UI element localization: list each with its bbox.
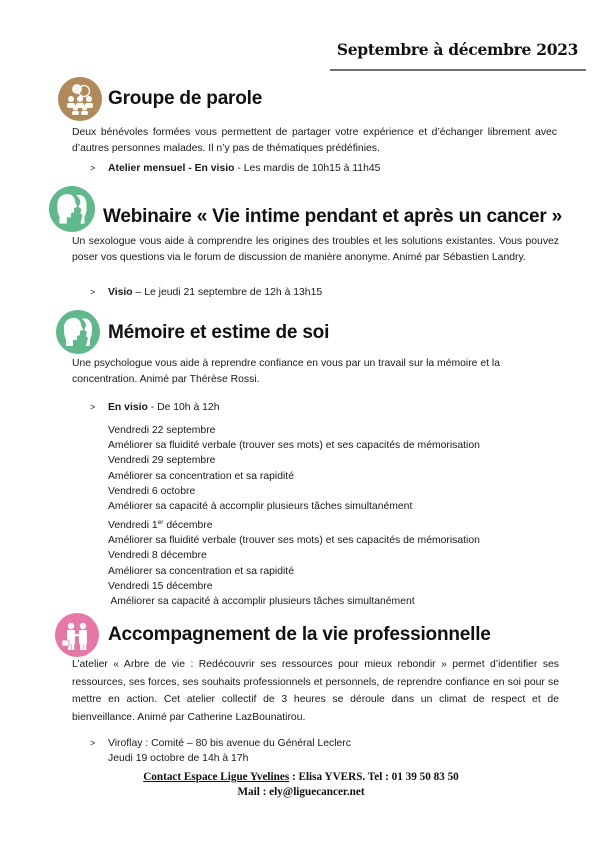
section-title-webinaire: Webinaire « Vie intime pendant et après un cancer » bbox=[103, 206, 562, 227]
contact-details: : Elisa YVERS. Tel : 01 39 50 83 50 bbox=[289, 771, 459, 783]
session-date-prefix: Vendredi 1 bbox=[108, 520, 158, 531]
section-description: Une psychologue vous aide à reprendre confiance en vous par un travail sur la mémoire et la concentration. Animé par Thérèse Rossi. bbox=[72, 358, 500, 385]
session-topic: Améliorer sa fluidité verbale (trouver ses mots) et ses capacités de mémorisation bbox=[108, 535, 480, 547]
bullet-marker: > bbox=[90, 402, 96, 412]
header-divider bbox=[330, 69, 586, 71]
contact-line bbox=[0, 771, 602, 783]
section-title-accompagnement: Accompagnement de la vie professionnelle bbox=[108, 624, 491, 645]
session-date: Vendredi 15 décembre bbox=[108, 580, 213, 592]
bullet-marker: > bbox=[90, 738, 96, 748]
section-description: L’atelier « Arbre de vie : Redécouvrir ses ressources pour mieux rebondir » permet d’identifier ses ressources, ses forces, ses souhaits professionnels et personnels, de reprendre confiance en soi pour se mettre en action. Cet atelier collectif de 3 heures se déroule dans un climat de respect et de bienveillance. Animé par Catherine LazBounatirou. bbox=[72, 659, 559, 723]
bullet-detail: - Les mardis de 10h15 à 11h45 bbox=[234, 163, 381, 174]
bullet-marker: > bbox=[90, 163, 96, 173]
bullet-bold-label: Visio bbox=[108, 287, 133, 298]
session-date bbox=[108, 518, 480, 533]
contact-label: Contact Espace Ligue Yvelines bbox=[143, 771, 290, 783]
session-topic: Améliorer sa capacité à accomplir plusieurs tâches simultanément bbox=[108, 501, 413, 513]
two-faces-icon bbox=[56, 310, 100, 354]
bullet-date-line: Jeudi 19 octobre de 14h à 17h bbox=[108, 753, 249, 764]
bullet-marker: > bbox=[90, 287, 96, 297]
handshake-professionals-icon bbox=[55, 613, 99, 657]
section-title-groupe-de-parole: Groupe de parole bbox=[108, 88, 263, 109]
session-list-december bbox=[108, 518, 480, 609]
session-date: Vendredi 29 septembre bbox=[108, 455, 216, 467]
session-topic: Améliorer sa capacité à accomplir plusieurs tâches simultanément bbox=[108, 596, 415, 608]
bullet-detail: - De 10h à 12h bbox=[147, 402, 220, 413]
bullet-bold-label: Atelier mensuel - En visio bbox=[108, 163, 235, 174]
session-date-suffix: décembre bbox=[163, 520, 213, 531]
session-list-autumn bbox=[108, 423, 480, 514]
bullet-location: Viroflay : Comité – 80 bis avenue du Général Leclerc bbox=[108, 738, 351, 749]
section-title-memoire: Mémoire et estime de soi bbox=[108, 322, 330, 343]
section-description: Deux bénévoles formées vous permettent de partager votre expérience et d’échanger librement avec d’autres personnes malades. Il n’y pas de thématiques prédéfinies. bbox=[72, 127, 557, 154]
section-description: Un sexologue vous aide à comprendre les origines des troubles et les solutions existantes. Vous pouvez poser vos questions via le forum de discussion de manière anonyme. Animé par Sébastien Landry. bbox=[72, 236, 559, 263]
contact-mail[interactable]: Mail : ely@liguecancer.net bbox=[237, 786, 365, 798]
two-faces-icon bbox=[49, 186, 95, 232]
session-topic: Améliorer sa concentration et sa rapidité bbox=[108, 470, 294, 482]
page-period-title: Septembre à décembre 2023 bbox=[336, 40, 579, 59]
bullet-detail: – Le jeudi 21 septembre de 12h à 13h15 bbox=[132, 287, 323, 298]
ordinal-suffix: er bbox=[157, 519, 164, 526]
session-topic: Améliorer sa concentration et sa rapidité bbox=[108, 565, 294, 577]
bullet-bold-label: En visio bbox=[108, 402, 148, 413]
session-date: Vendredi 6 octobre bbox=[108, 485, 196, 497]
session-date: Vendredi 8 décembre bbox=[108, 550, 207, 562]
group-people-icon bbox=[58, 77, 102, 121]
session-topic: Améliorer sa fluidité verbale (trouver ses mots) et ses capacités de mémorisation bbox=[108, 440, 480, 452]
session-date: Vendredi 22 septembre bbox=[108, 425, 216, 436]
